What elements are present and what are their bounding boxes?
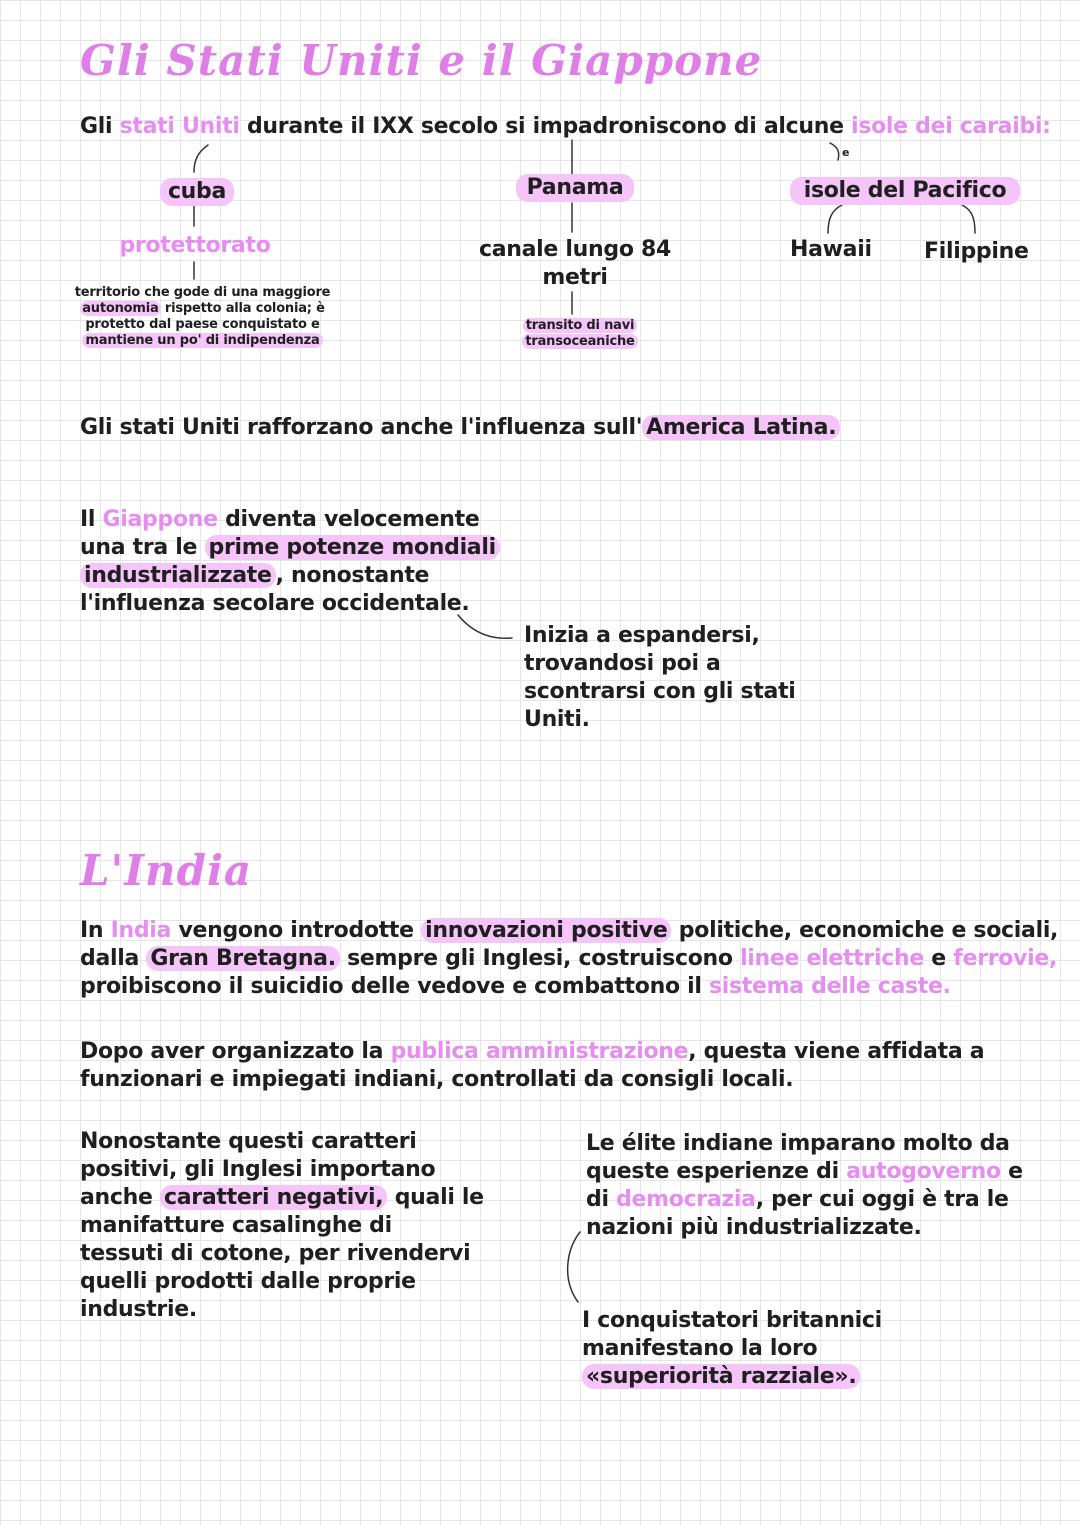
- node-canale: canale lungo 84 metri: [478, 237, 672, 290]
- node-cuba: cuba: [160, 178, 234, 206]
- canale-transito-note: transito di navi transoceaniche: [490, 318, 670, 350]
- node-filippine: Filippine: [924, 239, 1029, 264]
- india-negative-paragraph: Nonostante questi caratteri positivi, gli Inglesi importano anche caratteri negativi, quali le manifatture casalinghe di tessuti di cotone, per rivendervi quelli prodotti dalle proprie industrie.: [80, 1129, 484, 1322]
- node-hawaii: Hawaii: [790, 237, 872, 262]
- bracket-india-right: [568, 1232, 580, 1302]
- line-to-pacifico: [830, 143, 839, 160]
- highlight-america-latina: America Latina.: [642, 415, 840, 440]
- highlight-innovazioni: innovazioni positive: [421, 918, 671, 943]
- highlight-stati-uniti: stati Uniti: [119, 114, 240, 139]
- highlight-isole-caraibi: isole dei caraibi:: [851, 114, 1051, 139]
- highlight-giappone: Giappone: [102, 507, 218, 532]
- node-protettorato: protettorato: [119, 233, 271, 258]
- highlight-caratteri-negativi: caratteri negativi,: [160, 1185, 387, 1210]
- line-to-filippine: [962, 205, 975, 233]
- india-conquistatori-note: I conquistatori britannici manifestano la loro «superiorità razziale».: [582, 1308, 882, 1389]
- highlight-industrializzate: industrializzate: [80, 563, 276, 588]
- section-title-usa-japan: Gli Stati Uniti e il Giappone: [80, 36, 763, 85]
- giappone-expansion-note: Inizia a espandersi, trovandosi poi a scontrarsi con gli stati Uniti.: [524, 623, 796, 732]
- line-to-cuba: [194, 145, 208, 172]
- highlight-prime-potenze: prime potenze mondiali: [205, 535, 500, 560]
- highlight-gran-bretagna: Gran Bretagna.: [146, 946, 339, 971]
- highlight-superiorita-razziale: «superiorità razziale».: [582, 1364, 860, 1389]
- intro-sentence: Gli stati Uniti durante il IXX secolo si impadroniscono di alcune isole dei caraibi:: [80, 114, 1051, 139]
- highlight-autonomia: autonomia: [82, 301, 159, 316]
- giappone-paragraph: Il Giappone diventa velocemente una tra le prime potenze mondiali industrializzate , nonostante l'influenza secolare occidentale.: [80, 506, 510, 618]
- line-to-giappone-note: [458, 615, 512, 638]
- protettorato-definition: territorio che gode di una maggiore autonomia rispetto alla colonia; è protetto dal paese conquistato e mantiene un po' di indipendenza: [74, 285, 331, 348]
- india-paragraph-2: Dopo aver organizzato la publica amministrazione, questa viene affidata a funzionari e impiegati indiani, controllati da consigli locali.: [80, 1039, 985, 1092]
- india-paragraph-1: In India vengono introdotte innovazioni positive politiche, economiche e sociali, dalla Gran Bretagna. sempre gli Inglesi, costruiscono linee elettriche e ferrovie, proibiscono il suicidio delle vedove e combattono il sistema delle caste.: [80, 918, 1059, 999]
- line-to-hawaii: [828, 205, 842, 233]
- america-latina-sentence: Gli stati Uniti rafforzano anche l'influenza sull' America Latina.: [80, 414, 840, 442]
- branch-e-label: e: [842, 146, 850, 159]
- node-panama: Panama: [516, 174, 634, 202]
- india-elite-paragraph: Le élite indiane imparano molto da queste esperienze di autogoverno e di democrazia, per cui oggi è tra le nazioni più industrializzate.: [586, 1131, 1023, 1240]
- section-title-india: L'India: [80, 846, 253, 895]
- node-isole-pacifico: isole del Pacifico: [790, 177, 1020, 205]
